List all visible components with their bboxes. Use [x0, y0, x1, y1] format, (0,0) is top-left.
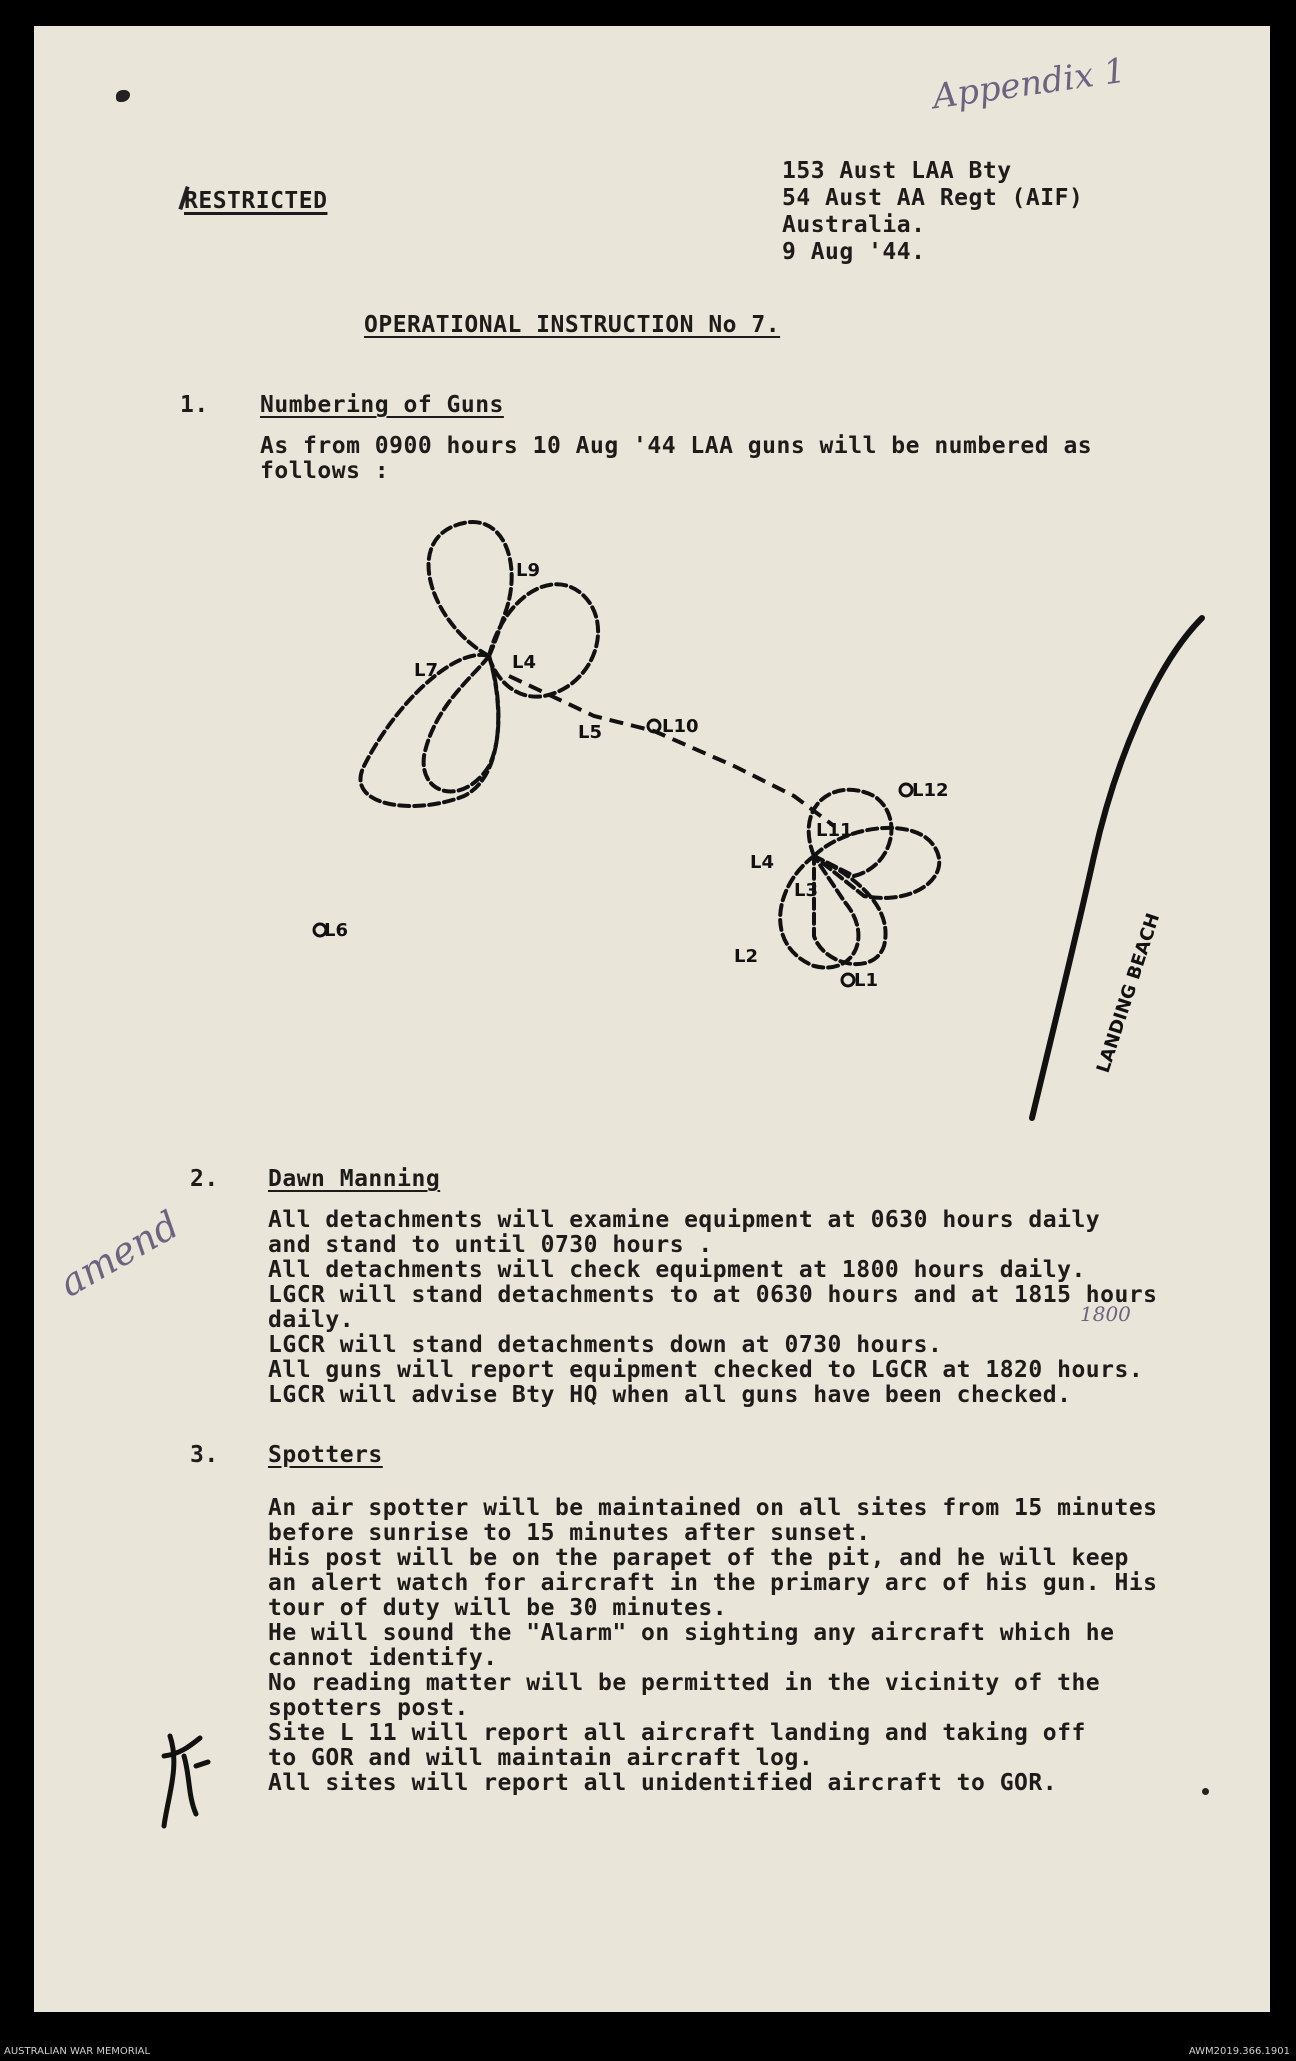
body-line: He will sound the "Alarm" on sighting any aircraft which he: [268, 1620, 1115, 1646]
gun-label: L9: [516, 560, 540, 581]
arc-loop: [489, 584, 598, 696]
body-line: an alert watch for aircraft in the primary arc of his gun. His: [268, 1570, 1158, 1596]
unit-line: 153 Aust LAA Bty: [782, 158, 1012, 184]
gun-label: L4: [512, 652, 536, 673]
gun-label: L11: [816, 820, 853, 841]
section-heading: Spotters: [268, 1442, 383, 1468]
gun-position-sketch: [34, 506, 1270, 1206]
section-heading: Dawn Manning: [268, 1166, 441, 1192]
section-number: 1.: [180, 392, 209, 418]
body-line: to GOR and will maintain aircraft log.: [268, 1745, 814, 1771]
body-line: As from 0900 hours 10 Aug '44 LAA guns will be numbered as: [260, 433, 1093, 459]
gun-label: L12: [912, 780, 949, 801]
body-line: spotters post.: [268, 1695, 469, 1721]
arc-loop: [429, 522, 512, 656]
body-line: follows :: [260, 458, 390, 484]
ink-mark: [116, 90, 130, 102]
body-line: LGCR will stand detachments to at 0630 hours and at 1815 hours: [268, 1282, 1158, 1308]
gun-markers: [314, 720, 912, 986]
body-line: LGCR will advise Bty HQ when all guns have been checked.: [268, 1382, 1072, 1408]
section-body: [268, 1496, 1158, 1796]
body-line: All detachments will check equipment at 1800 hours daily.: [268, 1257, 1086, 1283]
unit-line: Australia.: [782, 212, 926, 238]
body-line: No reading matter will be permitted in the vicinity of the: [268, 1670, 1101, 1696]
body-line: All detachments will examine equipment at 0630 hours daily: [268, 1207, 1101, 1233]
classification-label: RESTRICTED: [184, 188, 328, 214]
body-line: His post will be on the parapet of the pit, and he will keep: [268, 1545, 1129, 1571]
gun-marker: [900, 784, 912, 796]
body-line: An air spotter will be maintained on all sites from 15 minutes: [268, 1495, 1158, 1521]
body-line: All sites will report all unidentified aircraft to GOR.: [268, 1770, 1058, 1796]
section-number: 3.: [190, 1442, 219, 1468]
appendix-annotation: Appendix 1: [930, 50, 1129, 118]
document-title: OPERATIONAL INSTRUCTION No 7.: [364, 312, 781, 338]
ink-dot: [1202, 1788, 1209, 1795]
gun-label: L6: [324, 920, 348, 941]
gun-label: L1: [854, 970, 878, 991]
body-line: before sunrise to 15 minutes after sunset.: [268, 1520, 871, 1546]
gun-label: L5: [578, 722, 602, 743]
section-number: 2.: [190, 1166, 219, 1192]
unit-address-block: [782, 158, 1083, 266]
body-line: Site L 11 will report all aircraft landing and taking off: [268, 1720, 1086, 1746]
section-heading: Numbering of Guns: [260, 392, 504, 418]
section-body: [260, 434, 1092, 484]
document-page: [34, 26, 1270, 2012]
footer-right: AWM2019.366.1901: [1188, 2046, 1290, 2057]
unit-line: 54 Aust AA Regt (AIF): [782, 185, 1084, 211]
handwritten-initials: [150, 1726, 220, 1836]
beach-label: LANDING BEACH: [1092, 910, 1165, 1076]
gun-label: L10: [662, 716, 699, 737]
body-line: LGCR will stand detachments down at 0730 hours.: [268, 1332, 943, 1358]
amend-annotation: amend: [51, 1202, 187, 1306]
gun-label: L4: [750, 852, 774, 873]
unit-date: 9 Aug '44.: [782, 239, 926, 265]
link-line: [509, 676, 834, 826]
gun-label: L3: [794, 880, 818, 901]
footer-left: AUSTRALIAN WAR MEMORIAL: [4, 2046, 151, 2057]
body-line: cannot identify.: [268, 1645, 498, 1671]
body-line: daily.: [268, 1307, 355, 1333]
gun-marker: [842, 974, 854, 986]
section-body: [268, 1208, 1158, 1408]
body-line: and stand to until 0730 hours .: [268, 1232, 713, 1258]
body-line: tour of duty will be 30 minutes.: [268, 1595, 728, 1621]
time-correction-annotation: 1800: [1080, 1302, 1131, 1326]
gun-label: L7: [414, 660, 438, 681]
gun-label: L2: [734, 946, 758, 967]
body-line: All guns will report equipment checked to LGCR at 1820 hours.: [268, 1357, 1144, 1383]
